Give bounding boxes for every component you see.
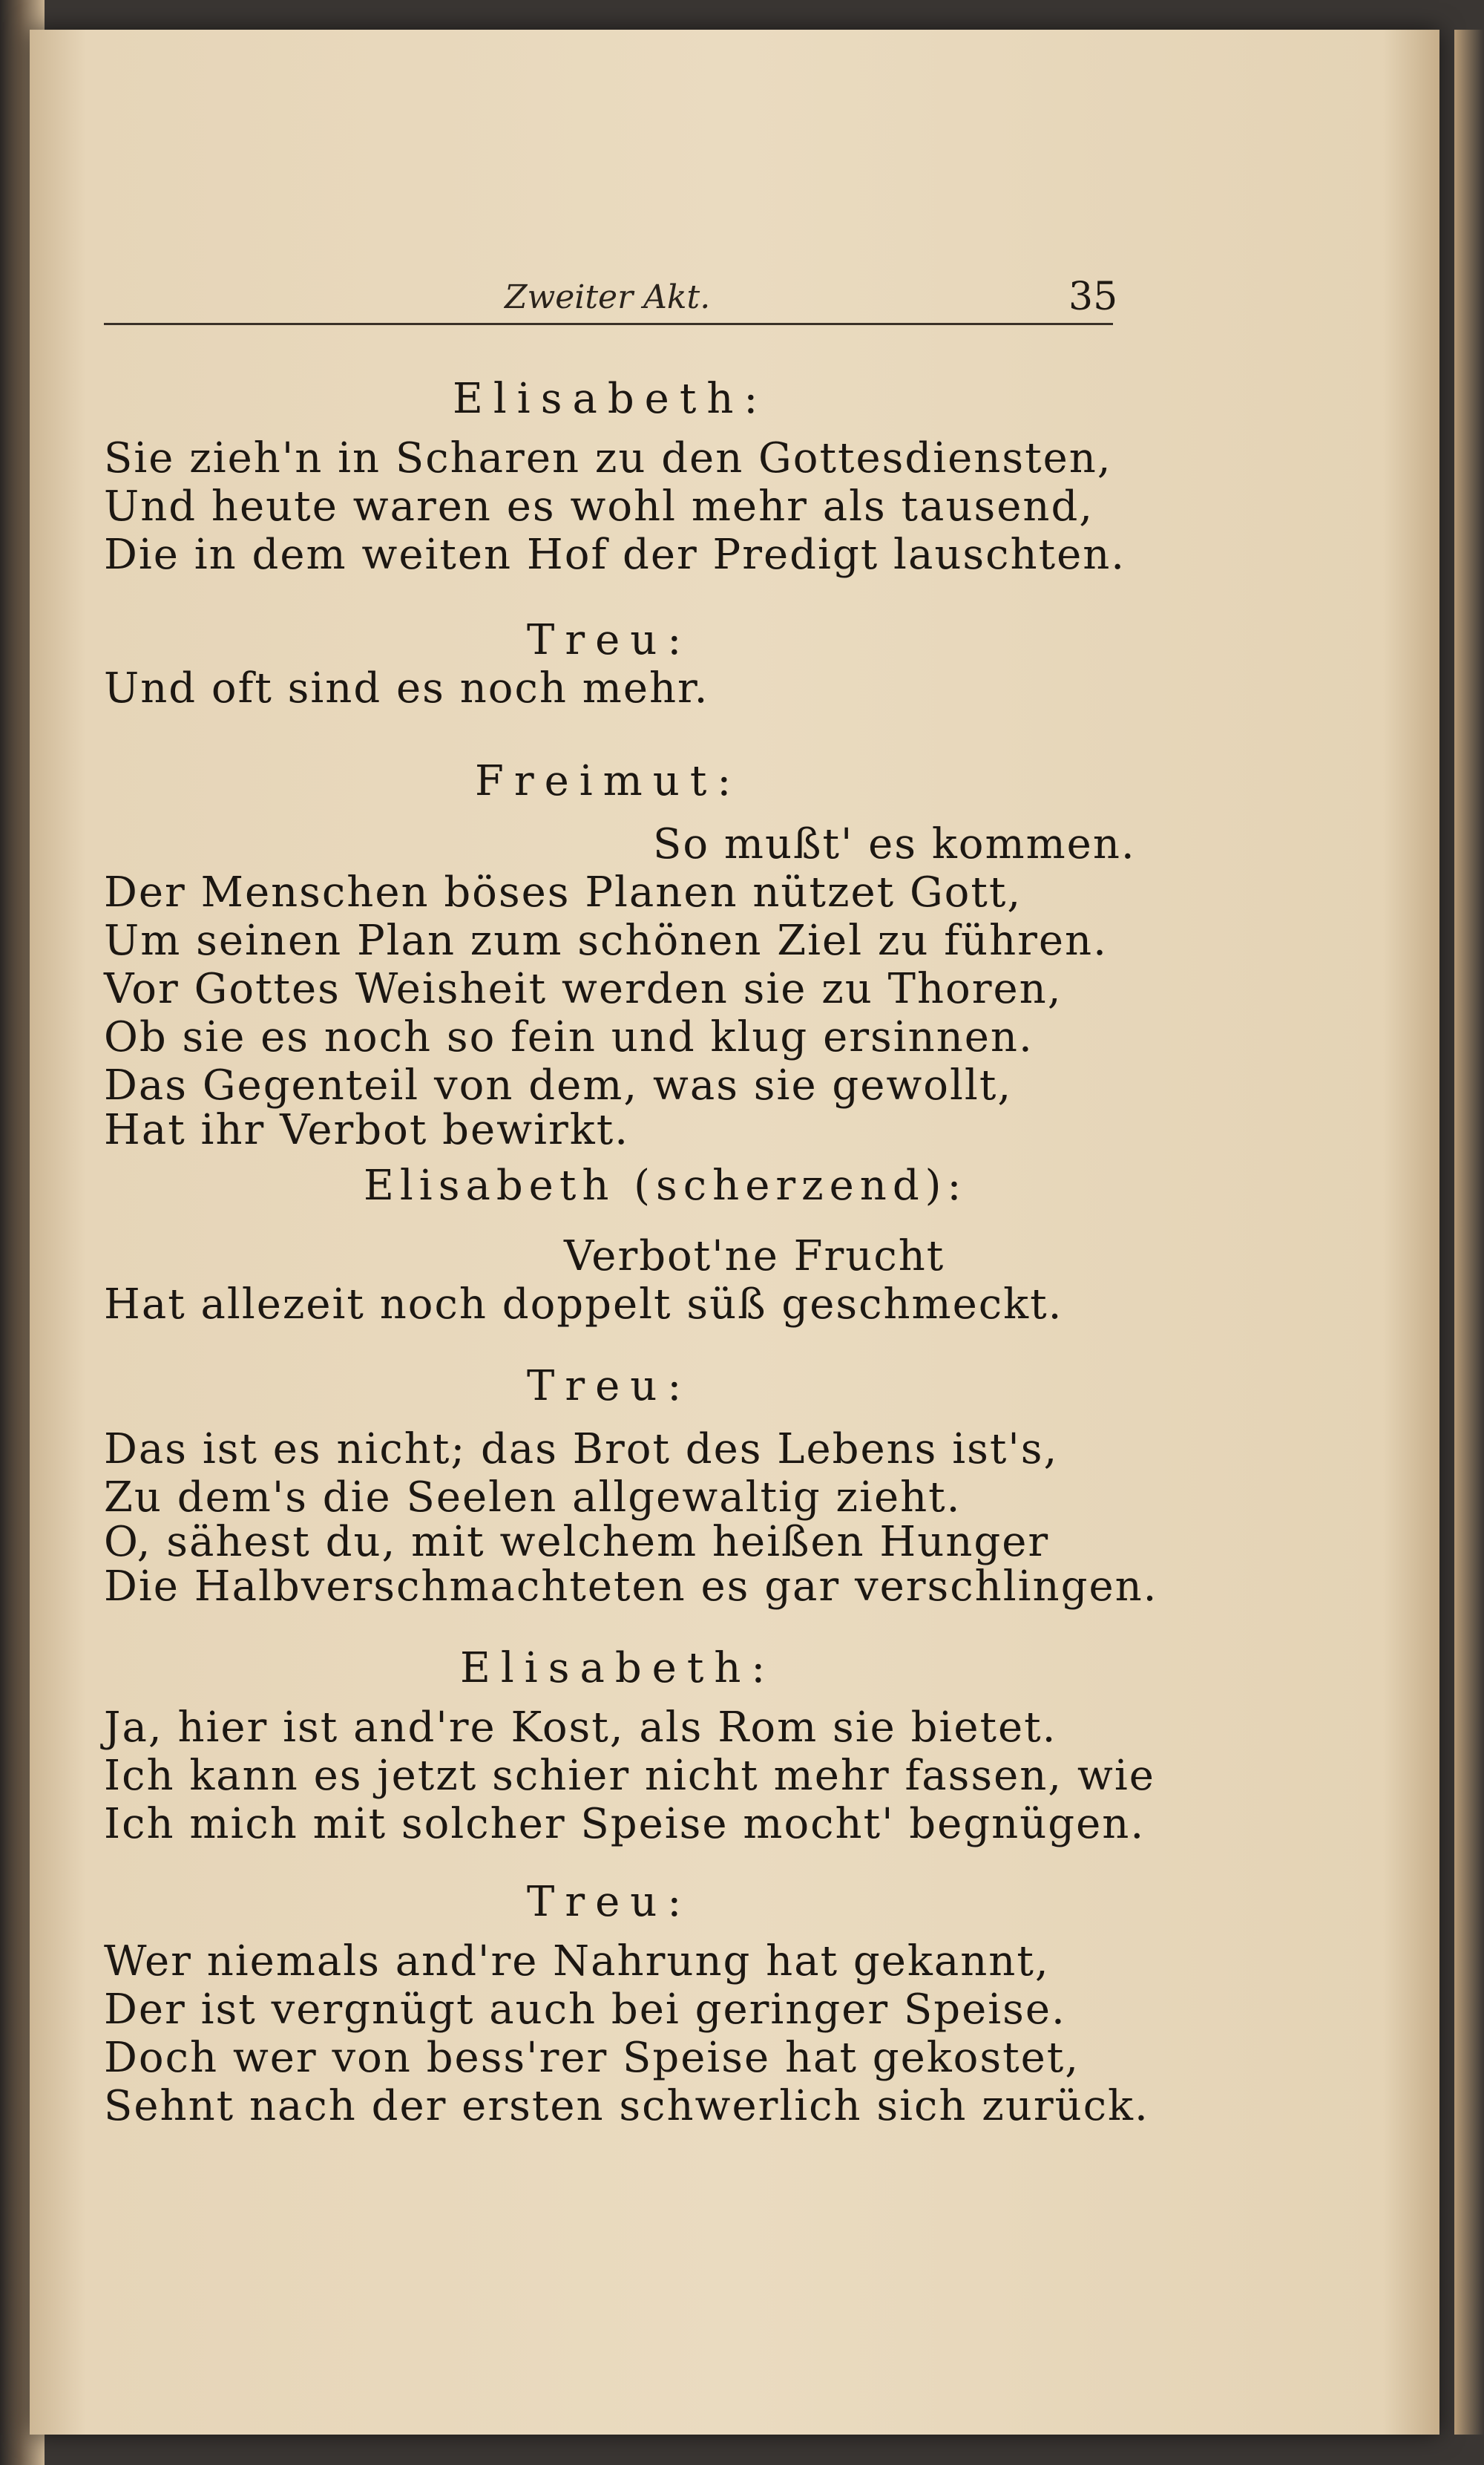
verse-line: Ja, hier ist and're Kost, als Rom sie bietet. (104, 1703, 1057, 1752)
verse-line: Vor Gottes Weisheit werden sie zu Thoren, (104, 965, 1063, 1013)
speaker-name: Elisabeth: (460, 1644, 776, 1692)
verse-line: Hat allezeit noch doppelt süß geschmeckt. (104, 1280, 1063, 1329)
verse-line: Die in dem weiten Hof der Predigt lauschten. (104, 531, 1126, 579)
verse-line: Und heute waren es wohl mehr als tausend, (104, 482, 1094, 531)
verse-line: Ich mich mit solcher Speise mocht' begnügen. (104, 1800, 1146, 1848)
verse-line: Der Menschen böses Planen nützet Gott, (104, 868, 1022, 917)
verse-line: Wer niemals and're Nahrung hat gekannt, (104, 1937, 1050, 1986)
verse-line: Die Halbverschmachteten es gar verschlingen. (104, 1562, 1158, 1611)
speaker-name: Treu: (527, 616, 692, 664)
verse-line: Doch wer von bess'rer Speise hat gekostet, (104, 2034, 1080, 2082)
verse-line: Sehnt nach der ersten schwerlich sich zurück. (104, 2082, 1149, 2130)
verse-line: Der ist vergnügt auch bei geringer Speise. (104, 1986, 1066, 2034)
verse-line: Um seinen Plan zum schönen Ziel zu führen. (104, 917, 1108, 965)
verse-line: Ich kann es jetzt schier nicht mehr fassen, wie (104, 1752, 1155, 1800)
speaker-name: Treu: (527, 1362, 692, 1410)
verse-line: Sie zieh'n in Scharen zu den Gottesdiensten, (104, 434, 1112, 482)
verse-line: Verbot'ne Frucht (564, 1232, 945, 1280)
verse-line: Das ist es nicht; das Brot des Lebens ist's, (104, 1425, 1059, 1473)
verse-line: Ob sie es noch so fein und klug ersinnen. (104, 1013, 1034, 1061)
verse-line: So mußt' es kommen. (653, 820, 1136, 868)
page-edge-shadow (1454, 30, 1484, 2435)
verse-line: O, sähest du, mit welchem heißen Hunger (104, 1518, 1050, 1566)
speaker-name: Elisabeth: (453, 375, 769, 423)
header-rule (104, 323, 1113, 325)
verse-line: Das Gegenteil von dem, was sie gewollt, (104, 1061, 1013, 1110)
page-number: 35 (1068, 275, 1118, 319)
speaker-name: Freimut: (475, 757, 742, 805)
verse-line: Zu dem's die Seelen allgewaltig zieht. (104, 1473, 962, 1522)
running-title: Zweiter Akt. (505, 278, 711, 316)
verse-line: Und oft sind es noch mehr. (104, 664, 709, 713)
speaker-name: Treu: (527, 1878, 692, 1926)
verse-line: Hat ihr Verbot bewirkt. (104, 1106, 629, 1154)
speaker-name: Elisabeth (scherzend): (364, 1162, 968, 1210)
